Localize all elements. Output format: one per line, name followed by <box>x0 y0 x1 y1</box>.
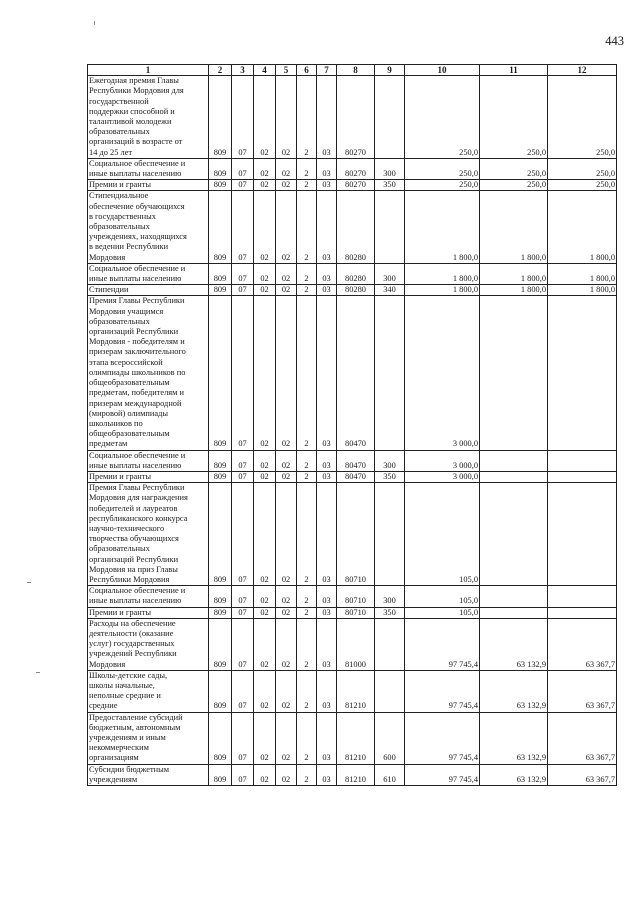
table-cell: 250,0 <box>405 180 480 191</box>
row-name-line: учреждениям и иным <box>89 733 166 742</box>
table-cell: 02 <box>276 76 297 159</box>
row-name-line: услуг) государственных <box>89 639 175 649</box>
row-name <box>88 263 209 284</box>
table-cell: 80470 <box>337 296 375 450</box>
table-cell: 809 <box>209 285 232 296</box>
table-cell: 1 800,0 <box>405 285 480 296</box>
table-cell: 03 <box>317 296 337 450</box>
table-cell: 809 <box>209 618 232 670</box>
table-cell: 2 <box>297 450 317 471</box>
table-cell: 07 <box>232 607 254 618</box>
table-cell: 07 <box>232 158 254 179</box>
row-name-line: поддержки способной и <box>89 106 175 116</box>
table-cell: 07 <box>232 618 254 670</box>
row-name-line: школьников по <box>89 418 143 428</box>
table-cell: 02 <box>254 263 276 284</box>
row-name <box>88 158 209 179</box>
table-cell: 300 <box>375 158 405 179</box>
table-cell: 02 <box>254 764 276 785</box>
table-cell: 250,0 <box>405 76 480 159</box>
page-number: 443 <box>605 34 624 48</box>
row-name-line: Мордовия - победителям и <box>89 337 185 347</box>
column-header: 12 <box>548 65 617 76</box>
row-name-line: школы начальные, <box>89 680 155 690</box>
table-cell: 2 <box>297 712 317 764</box>
column-header: 8 <box>337 65 375 76</box>
table-row <box>88 618 617 670</box>
row-name-line: Социальное обеспечение и <box>89 586 186 596</box>
table-row <box>88 76 617 159</box>
table-cell: 80270 <box>337 76 375 159</box>
table-cell: 809 <box>209 450 232 471</box>
table-row <box>88 712 617 764</box>
table-cell: 1 800,0 <box>405 191 480 263</box>
row-name-line: в государственных <box>89 211 156 221</box>
table-cell: 80280 <box>337 285 375 296</box>
row-name-line: Предоставление субсидий <box>89 712 183 722</box>
scan-mark <box>27 582 31 583</box>
row-name-line: иные выплаты населению <box>89 460 182 470</box>
table-cell: 2 <box>297 180 317 191</box>
table-cell: 809 <box>209 263 232 284</box>
table-cell: 03 <box>317 180 337 191</box>
table-cell: 80710 <box>337 607 375 618</box>
table-row <box>88 450 617 471</box>
table-cell: 63 367,7 <box>548 670 617 712</box>
row-name <box>88 296 209 450</box>
table-cell <box>548 450 617 471</box>
table-cell: 02 <box>276 191 297 263</box>
table-cell: 07 <box>232 712 254 764</box>
table-cell: 02 <box>276 712 297 764</box>
table-cell: 02 <box>276 764 297 785</box>
table-cell: 3 000,0 <box>405 450 480 471</box>
table-cell: 81210 <box>337 764 375 785</box>
row-name-line: Социальное обеспечение и <box>89 263 186 273</box>
table-cell: 809 <box>209 180 232 191</box>
table-cell: 300 <box>375 586 405 607</box>
row-name <box>88 607 209 618</box>
table-cell: 02 <box>254 670 276 712</box>
table-cell <box>375 191 405 263</box>
table-cell: 2 <box>297 76 317 159</box>
row-name-line: организаций Республики <box>89 327 179 337</box>
table-cell: 07 <box>232 263 254 284</box>
table-row <box>88 483 617 586</box>
row-name-line: иные выплаты населению <box>89 596 182 606</box>
table-cell: 63 132,9 <box>480 712 548 764</box>
column-header: 1 <box>88 65 209 76</box>
row-name <box>88 76 209 159</box>
row-name-line: Премия Главы Республики <box>89 296 185 306</box>
table-cell <box>480 586 548 607</box>
table-cell: 809 <box>209 471 232 482</box>
table-cell: 81210 <box>337 670 375 712</box>
table-cell: 1 800,0 <box>548 285 617 296</box>
table-cell: 02 <box>276 483 297 586</box>
table-cell: 80470 <box>337 471 375 482</box>
row-name-line: Школы-детские сады, <box>89 670 168 680</box>
table-cell: 81210 <box>337 712 375 764</box>
table-row <box>88 471 617 482</box>
row-name-line: Республики Мордовия для <box>89 86 184 96</box>
row-name-line: победителей и лауреатов <box>89 503 178 513</box>
row-name-line: Расходы на обеспечение <box>89 618 176 628</box>
table-cell: 80710 <box>337 586 375 607</box>
table-cell: 3 000,0 <box>405 296 480 450</box>
table-cell <box>548 607 617 618</box>
row-name-line: талантливой молодежи <box>89 117 172 127</box>
table-cell: 250,0 <box>548 76 617 159</box>
table-cell: 250,0 <box>548 180 617 191</box>
row-name-line: предметам, победителям и <box>89 388 184 398</box>
row-name <box>88 191 209 263</box>
table-cell: 2 <box>297 618 317 670</box>
column-header: 9 <box>375 65 405 76</box>
table-cell <box>375 618 405 670</box>
table-cell: 2 <box>297 586 317 607</box>
table-cell: 02 <box>254 180 276 191</box>
row-name-line: Мордовия для награждения <box>89 493 188 503</box>
row-name-line: Социальное обеспечение и <box>89 450 186 460</box>
table-cell: 03 <box>317 285 337 296</box>
table-cell: 02 <box>254 296 276 450</box>
table-cell: 610 <box>375 764 405 785</box>
row-name-line: этапа всероссийской <box>89 357 163 367</box>
scan-mark <box>94 21 95 25</box>
row-name-line: научно-технического <box>89 523 165 533</box>
row-name-line: в ведении Республики <box>89 242 169 252</box>
column-header: 11 <box>480 65 548 76</box>
table-cell: 02 <box>276 450 297 471</box>
table-cell: 350 <box>375 607 405 618</box>
table-cell: 63 132,9 <box>480 670 548 712</box>
table-cell: 03 <box>317 618 337 670</box>
row-name-line: творчества обучающихся <box>89 534 179 544</box>
row-name-line: организаций в возрасте от <box>89 137 183 147</box>
table-cell: 02 <box>276 180 297 191</box>
row-name-line: Субсидии бюджетным <box>89 764 170 774</box>
table-cell: 250,0 <box>480 158 548 179</box>
row-name-line: Стипендиальное <box>89 191 149 201</box>
table-cell: 97 745,4 <box>405 670 480 712</box>
row-name-line: общеобразовательным <box>89 378 170 388</box>
row-name-line: 14 до 25 лет <box>89 147 133 157</box>
table-body <box>88 76 617 786</box>
table-row <box>88 158 617 179</box>
table-cell: 02 <box>276 670 297 712</box>
table-cell: 1 800,0 <box>480 285 548 296</box>
table-cell: 07 <box>232 483 254 586</box>
table-cell: 2 <box>297 296 317 450</box>
table-cell: 3 000,0 <box>405 471 480 482</box>
table-cell <box>375 483 405 586</box>
row-name <box>88 180 209 191</box>
table-cell: 105,0 <box>405 586 480 607</box>
table-cell <box>480 483 548 586</box>
table-cell: 02 <box>276 285 297 296</box>
table-cell: 2 <box>297 764 317 785</box>
table-cell: 02 <box>254 76 276 159</box>
row-name-line: Мордовия на приз Главы <box>89 564 178 574</box>
table-cell: 2 <box>297 471 317 482</box>
row-name-line: средние <box>89 701 118 711</box>
row-name-line: Стипендии <box>89 285 129 295</box>
table-cell: 63 132,9 <box>480 764 548 785</box>
table-cell: 2 <box>297 285 317 296</box>
table-cell: 02 <box>276 158 297 179</box>
table-cell: 07 <box>232 764 254 785</box>
table-cell: 02 <box>254 285 276 296</box>
table-cell: 809 <box>209 670 232 712</box>
table-cell: 97 745,4 <box>405 764 480 785</box>
row-name-line: Мордовия учащимся <box>89 306 164 316</box>
table-cell: 250,0 <box>405 158 480 179</box>
table-cell <box>548 483 617 586</box>
row-name-line: Мордовия <box>89 659 126 669</box>
table-cell: 02 <box>254 191 276 263</box>
row-name <box>88 471 209 482</box>
table-cell: 2 <box>297 191 317 263</box>
row-name-line: Ежегодная премия Главы <box>89 76 179 86</box>
table-cell: 03 <box>317 191 337 263</box>
row-name-line: иные выплаты населению <box>89 274 182 284</box>
table-cell: 07 <box>232 285 254 296</box>
table-cell: 809 <box>209 76 232 159</box>
table-cell <box>548 296 617 450</box>
table-cell: 340 <box>375 285 405 296</box>
table-row <box>88 764 617 785</box>
table-cell: 02 <box>254 586 276 607</box>
row-name-line: Премия Главы Республики <box>89 483 185 493</box>
row-name-line: образовательных <box>89 544 150 554</box>
table-cell: 03 <box>317 607 337 618</box>
row-name-line: учреждениях, находящихся <box>89 232 187 242</box>
table-cell: 07 <box>232 471 254 482</box>
table-cell: 809 <box>209 158 232 179</box>
table-cell <box>375 76 405 159</box>
table-cell: 03 <box>317 764 337 785</box>
table-row <box>88 296 617 450</box>
table-cell: 63 367,7 <box>548 764 617 785</box>
row-name-line: организациям <box>89 753 139 763</box>
table-cell: 02 <box>254 607 276 618</box>
table-row <box>88 263 617 284</box>
column-header: 7 <box>317 65 337 76</box>
table-cell: 03 <box>317 670 337 712</box>
table-cell: 1 800,0 <box>548 191 617 263</box>
row-name-line: учреждениям <box>89 774 138 784</box>
table-cell: 03 <box>317 263 337 284</box>
row-name-line: образовательных <box>89 127 150 137</box>
table-cell: 105,0 <box>405 483 480 586</box>
table-cell: 07 <box>232 450 254 471</box>
table-cell: 81000 <box>337 618 375 670</box>
row-name-line: образовательных <box>89 222 150 232</box>
row-name-line: Мордовия <box>89 252 126 262</box>
table-cell: 2 <box>297 263 317 284</box>
table-row <box>88 586 617 607</box>
table-cell <box>480 607 548 618</box>
table-cell: 02 <box>276 263 297 284</box>
table-cell: 07 <box>232 670 254 712</box>
row-name-line: государственной <box>89 96 149 106</box>
table-cell <box>480 450 548 471</box>
table-cell: 03 <box>317 158 337 179</box>
row-name <box>88 586 209 607</box>
table-cell: 350 <box>375 180 405 191</box>
row-name <box>88 450 209 471</box>
row-name-line: деятельности (оказание <box>89 628 174 638</box>
row-name-line: Премии и гранты <box>89 180 151 190</box>
table-cell: 03 <box>317 76 337 159</box>
table-cell: 63 132,9 <box>480 618 548 670</box>
table-cell: 1 800,0 <box>405 263 480 284</box>
table-cell: 809 <box>209 296 232 450</box>
table-cell: 250,0 <box>480 180 548 191</box>
table-cell: 300 <box>375 450 405 471</box>
table-cell: 80280 <box>337 191 375 263</box>
table-cell: 80710 <box>337 483 375 586</box>
table-cell: 02 <box>276 618 297 670</box>
row-name-line: призерам заключительного <box>89 347 186 357</box>
row-name <box>88 670 209 712</box>
row-name-line: республиканского конкурса <box>89 513 188 523</box>
row-name <box>88 764 209 785</box>
table-cell: 07 <box>232 296 254 450</box>
table-cell: 350 <box>375 471 405 482</box>
table-cell: 02 <box>276 471 297 482</box>
column-header: 3 <box>232 65 254 76</box>
table-cell: 2 <box>297 483 317 586</box>
row-name <box>88 618 209 670</box>
row-name-line: учреждений Республики <box>89 649 177 659</box>
column-header: 2 <box>209 65 232 76</box>
table-cell: 80270 <box>337 158 375 179</box>
column-header: 6 <box>297 65 317 76</box>
table-cell: 07 <box>232 180 254 191</box>
table-cell: 809 <box>209 483 232 586</box>
row-name-line: организаций Республики <box>89 554 179 564</box>
table-cell: 02 <box>276 296 297 450</box>
table-cell: 2 <box>297 158 317 179</box>
row-name-line: некоммерческим <box>89 743 149 753</box>
table-cell: 02 <box>254 471 276 482</box>
table-cell <box>480 471 548 482</box>
header-row <box>88 65 617 76</box>
table-row <box>88 670 617 712</box>
table-cell: 1 800,0 <box>480 263 548 284</box>
table-cell: 03 <box>317 712 337 764</box>
table-cell <box>375 296 405 450</box>
row-name-line: призерам международной <box>89 398 182 408</box>
table-cell <box>548 586 617 607</box>
budget-table <box>87 64 617 786</box>
table-cell: 809 <box>209 607 232 618</box>
table-cell: 1 800,0 <box>548 263 617 284</box>
table-cell: 105,0 <box>405 607 480 618</box>
table-cell: 80270 <box>337 180 375 191</box>
table-cell: 02 <box>276 607 297 618</box>
table-cell: 02 <box>254 450 276 471</box>
table-cell: 809 <box>209 712 232 764</box>
table-cell: 07 <box>232 191 254 263</box>
table-row <box>88 180 617 191</box>
table-cell: 03 <box>317 483 337 586</box>
table-cell <box>480 296 548 450</box>
row-name-line: неполные средние и <box>89 691 161 701</box>
table-row <box>88 191 617 263</box>
table-cell: 809 <box>209 586 232 607</box>
table-cell: 02 <box>254 158 276 179</box>
row-name <box>88 483 209 586</box>
table-cell: 03 <box>317 471 337 482</box>
table-cell: 80280 <box>337 263 375 284</box>
table-cell: 02 <box>276 586 297 607</box>
column-header: 10 <box>405 65 480 76</box>
scan-mark <box>36 672 40 673</box>
table-cell: 600 <box>375 712 405 764</box>
table-cell: 80470 <box>337 450 375 471</box>
table-cell: 63 367,7 <box>548 712 617 764</box>
table-cell: 03 <box>317 450 337 471</box>
table-cell: 07 <box>232 76 254 159</box>
column-header: 5 <box>276 65 297 76</box>
table-cell: 250,0 <box>480 76 548 159</box>
row-name-line: предметам <box>89 439 128 449</box>
table-row <box>88 285 617 296</box>
table-cell: 02 <box>254 712 276 764</box>
table-cell: 63 367,7 <box>548 618 617 670</box>
table-cell: 2 <box>297 607 317 618</box>
table-cell: 250,0 <box>548 158 617 179</box>
table-cell: 97 745,4 <box>405 618 480 670</box>
table-cell: 03 <box>317 586 337 607</box>
table-cell: 2 <box>297 670 317 712</box>
table-cell <box>375 670 405 712</box>
table-cell: 97 745,4 <box>405 712 480 764</box>
row-name-line: образовательных <box>89 316 150 326</box>
table-cell: 1 800,0 <box>480 191 548 263</box>
row-name-line: Премии и гранты <box>89 607 151 617</box>
table-cell: 809 <box>209 191 232 263</box>
row-name <box>88 712 209 764</box>
table-cell: 02 <box>254 618 276 670</box>
row-name-line: иные выплаты населению <box>89 169 182 179</box>
table-cell: 300 <box>375 263 405 284</box>
row-name-line: Премии и гранты <box>89 471 151 481</box>
table-cell: 07 <box>232 586 254 607</box>
row-name-line: обеспечение обучающихся <box>89 201 185 211</box>
table-cell: 809 <box>209 764 232 785</box>
row-name-line: (мировой) олимпиады <box>89 408 169 418</box>
row-name <box>88 285 209 296</box>
row-name-line: олимпиады школьников по <box>89 367 186 377</box>
table-cell <box>548 471 617 482</box>
row-name-line: Республики Мордовия <box>89 574 170 584</box>
column-header: 4 <box>254 65 276 76</box>
row-name-line: бюджетным, автономным <box>89 722 181 732</box>
row-name-line: общеобразовательным <box>89 429 170 439</box>
table-cell: 02 <box>254 483 276 586</box>
row-name-line: Социальное обеспечение и <box>89 158 186 168</box>
table-row <box>88 607 617 618</box>
